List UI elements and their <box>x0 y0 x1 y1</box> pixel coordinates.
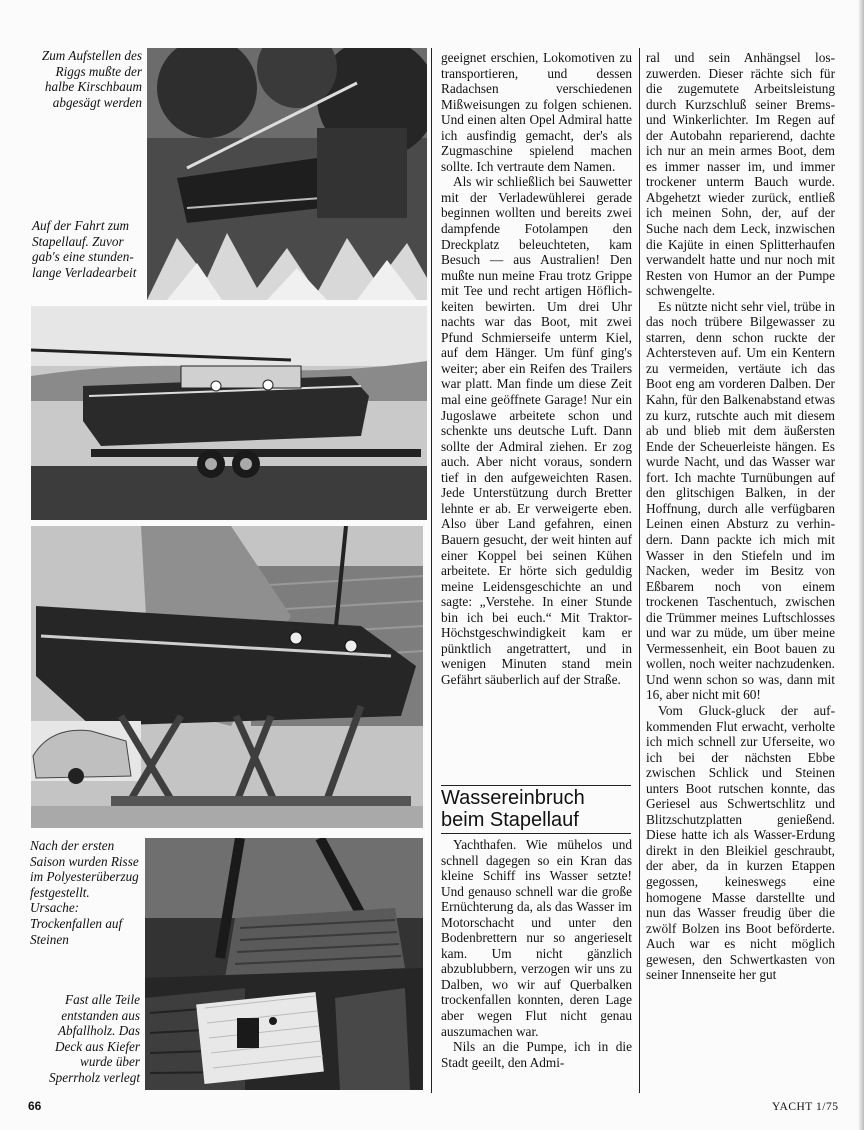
article-column-1-upper <box>441 50 632 687</box>
photo-caption-transport: Auf der Fahrt zum Stapellauf. Zuvor gab's eine stundenlange Verladearbeit <box>32 218 137 280</box>
subhead-rule-bottom <box>441 833 631 834</box>
paragraph: geeignet erschien, Lokomotiven zu transportieren, und dessen Radachsen verschiedenen Mißweisungen zu folgen schienen. Und einen alten Opel Admiral hatte ich ausfindig gemacht, der's als Zugmaschine spielend machen sollte. Ich vertraute dem Namen. <box>441 50 632 174</box>
paragraph: ral und sein Anhängsel loszuwerden. Dieser rächte sich für die zugemutete Arbeitsleistung durch Kurzschluß seiner Brems- und Winkerlichter. Im Regen auf der Autobahn reparierend, dachte ich nur an mein armes Boot, dem es immer nasser im, und immer trockener unterm Bauch wurde. Abgehetzt wieder zurück, entließ ich meinen Sohn, der, auf der Suche nach dem Leck, inzwischen die Kajüte in einen Splitterhaufen verwandelt hatte und nur noch mit Resten von Humor an der Pumpe schwengelte. <box>646 50 835 299</box>
paragraph: Es nützte nicht sehr viel, trübe in das noch trübere Bilgewasser zu starren, denn schon ruckte der Achtersteven auf. Um ein Kentern zu vermeiden, vertäute ich das Boot eng am vorderen Dalben. Der Kahn, für den Balkenabstand etwas zu kurz, rutschte auch mit diesem ab und blieb mit dem äußersten Ende der Scheuerleiste hängen. Es wurde Nacht, und das Wasser war fort. Ich machte Turnübungen auf den glitschigen Balken, in der Hoffnung, durch alle verfügbaren Leinen einen Absturz zu verhindern. Dann packte ich mich mit Wasser in den Stiefeln und im Nacken, weder im Besitz von Eßbarem noch von einem trockenen Taschentuch, zwischen die Trümmer meines Luftschlosses und war zu müde, um über meine Vermessenheit, ein Boot bauen zu wollen, noch weiter nachzudenken. Und wenn schon so was, dann mit 16, aber nicht mit 60! <box>646 298 835 703</box>
article-column-2 <box>646 50 835 983</box>
article-column-1-lower <box>441 837 632 1070</box>
section-subhead: Wassereinbruch beim Stapellauf <box>441 787 585 831</box>
running-footer: YACHT 1/75 <box>772 1101 839 1113</box>
paragraph: Nils an die Pumpe, ich in die Stadt geeilt, den Admi- <box>441 1039 632 1070</box>
paragraph: Vom Gluck-gluck der aufkommenden Flut erwacht, verholte ich mich schnell zur Uferseite, wo ich bei der nächsten Ebbe zwischen Schlick und Steinen unters Boot rutschen konnte, das Geriesel aus Schwertschlitz und Blitzschutzplatten genießend. Diese hatte ich als Wasser-Erdung direkt in den Bleikiel geschraubt, der aber, da in kurzen Etappen gegossen, keineswegs eine homogene Masse darstellte und nun das Wasser freudig über die zwölf Bolzen ins Boot beförderte. Auch war es nicht möglich gewesen, den Schwertkasten von seiner Innenseite her gut <box>646 702 835 983</box>
column-rule-left <box>431 48 432 1093</box>
photo-caption-rigging: Zum Aufstellen des Riggs mußte der halbe Kirschbaum abgesägt werden <box>41 48 142 110</box>
photo-deck-interior <box>145 838 423 1090</box>
photo-caption-polyester-cracks: Nach der ersten Saison wurden Risse im Polyesterüberzug festgestellt. Ursache: Trockenfallen auf Steinen <box>30 838 139 947</box>
photo-hull-on-stands <box>31 526 423 828</box>
subhead-rule-top <box>441 785 631 786</box>
page-edge-shadow <box>858 0 864 1130</box>
photo-boat-under-cherry-tree <box>147 48 427 300</box>
page-number: 66 <box>28 1099 42 1113</box>
photo-boat-on-trailer <box>31 306 427 520</box>
paragraph: Als wir schließlich bei Sauwetter mit der Verladewühlerei gerade beginnen wollten und bereits zwei dampfende Fotolampen den Dreckplatz beleuchteten, kam Besuch — aus Australien! Den mußte nun meine Frau trotz Grippe mit Tee und recht artigen Höflichkeiten bewirten. Um drei Uhr nachts war das Boot, mit zwei Pfund Schmierseife unterm Kiel, auf dem Hänger. Um fünf ging's weiter; aber ein Reifen des Trailers war platt. Man finde um diese Zeit mal eine geöffnete Garage! Nur ein Jugoslawe arbeitete schon und schenkte uns deutsche Luft. Dann sollte der Admiral ziehen. Er zog auch. Aber nicht voraus, sondern tief in den aufgeweichten Rasen. Jede Unterstützung durch Bretter lehnte er ab. Er verweigerte eben. Also über Land gefahren, einen Bauern gesucht, der weit hinten auf einer Koppel bei seinen Kühen arbeitete. Er hörte sich geduldig meine Leidensgeschichte an und sagte: „Verstehe. In einer Stunde bin ich bei euch.“ Mit Traktor-Höchstgeschwindigkeit kam er pünktlich angetrattert, und in wenigen Minuten stand mein Gefährt säuberlich auf der Straße. <box>441 174 632 687</box>
column-rule-right <box>639 48 640 1093</box>
paragraph: Yachthafen. Wie mühelos und schnell dagegen so ein Kran das kleine Schiff ins Wasser setzte! Und genauso schnell war die große Ernüchterung da, als das Wasser im Motorschacht und unter den Bodenbrettern nur so angerieselt kam. Um nicht gänzlich abzublubbern, verzogen wir uns zu Dalben, wo wir auf Querbalken trockenfallen konnten, deren Lage aber wegen Flut nicht genau auszumachen war. <box>441 837 632 1039</box>
photo-caption-deck: Fast alle Teile entstanden aus Abfallholz. Das Deck aus Kiefer wurde über Sperrholz verlegt <box>49 992 140 1085</box>
